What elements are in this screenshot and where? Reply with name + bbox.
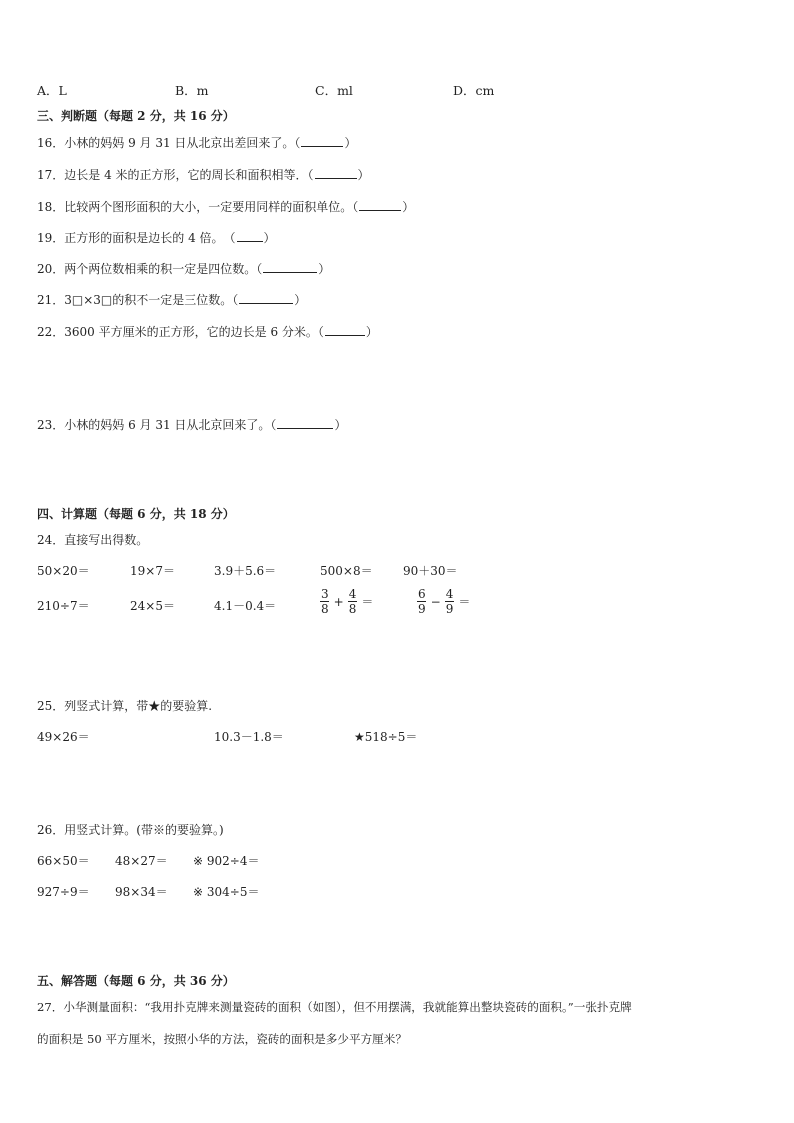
equals: ＝ xyxy=(361,595,374,609)
calc-item: 19×7＝ xyxy=(130,564,175,578)
question-26-title: 26．用竖式计算。(带※的要验算。) xyxy=(37,823,224,837)
question-20 xyxy=(37,261,330,277)
option-b: B．m xyxy=(175,83,209,98)
question-text: 17．边长是 4 米的正方形，它的周长和面积相等．（ xyxy=(37,168,314,182)
numerator: 3 xyxy=(321,587,329,601)
question-text: 22．3600 平方厘米的正方形，它的边长是 6 分米。（ xyxy=(37,325,324,339)
calc-item: 210÷7＝ xyxy=(37,599,90,613)
option-d: D．cm xyxy=(453,83,495,98)
calc-item: 3.9＋5.6＝ xyxy=(214,564,277,578)
calc-item: 50×20＝ xyxy=(37,564,90,578)
calc-item: 24×5＝ xyxy=(130,599,175,613)
close-paren: ） xyxy=(334,418,347,432)
question-text: 20．两个两位数相乘的积一定是四位数。（ xyxy=(37,262,263,276)
answer-blank[interactable] xyxy=(315,167,357,179)
question-21 xyxy=(37,292,306,308)
answer-blank[interactable] xyxy=(263,261,317,273)
fraction xyxy=(445,587,455,616)
close-paren: ） xyxy=(318,262,331,276)
option-c: C．ml xyxy=(315,83,353,98)
calc-item: 66×50＝ xyxy=(37,854,90,868)
fraction-expression xyxy=(319,587,376,616)
close-paren: ） xyxy=(263,231,276,245)
question-18 xyxy=(37,199,414,215)
close-paren: ） xyxy=(344,136,357,150)
question-text: 19．正方形的面积是边长的 4 倍。 （ xyxy=(37,231,236,245)
close-paren: ） xyxy=(294,293,307,307)
calc-item: 4.1－0.4＝ xyxy=(214,599,277,613)
option-a: A．L xyxy=(37,83,67,98)
calc-item: 500×8＝ xyxy=(320,564,373,578)
calc-item: 48×27＝ xyxy=(115,854,168,868)
equals: ＝ xyxy=(458,595,471,609)
question-27-line-1: 27．小华测量面积：“我用扑克牌来测量瓷砖的面积（如图），但不用摆满，我就能算出整块瓷砖的面积。”一张扑克牌 xyxy=(37,1000,632,1014)
section-4-title: 四、计算题（每题 6 分，共 18 分） xyxy=(37,507,235,521)
operator: + xyxy=(333,594,344,609)
denominator: 9 xyxy=(445,602,454,616)
calc-item: 10.3－1.8＝ xyxy=(214,730,284,744)
fraction xyxy=(320,587,330,616)
question-text: 23．小林的妈妈 6 月 31 日从北京回来了。（ xyxy=(37,418,277,432)
numerator: 6 xyxy=(418,587,426,601)
calc-item: 90＋30＝ xyxy=(403,564,458,578)
question-22 xyxy=(37,324,378,340)
answer-blank[interactable] xyxy=(359,199,401,211)
answer-blank[interactable] xyxy=(277,417,333,429)
close-paren: ） xyxy=(365,325,378,339)
denominator: 8 xyxy=(348,602,357,616)
answer-blank[interactable] xyxy=(325,324,365,336)
question-17 xyxy=(37,167,370,183)
fraction-expression xyxy=(416,587,473,616)
calc-item: 927÷9＝ xyxy=(37,885,90,899)
calc-item: 49×26＝ xyxy=(37,730,90,744)
question-23 xyxy=(37,417,346,433)
fraction xyxy=(417,587,427,616)
calc-item: ※ 902÷4＝ xyxy=(193,854,260,868)
question-text: 18．比较两个图形面积的大小，一定要用同样的面积单位。（ xyxy=(37,200,359,214)
section-3-title: 三、判断题（每题 2 分，共 16 分） xyxy=(37,109,235,123)
question-text: 16．小林的妈妈 9 月 31 日从北京出差回来了。（ xyxy=(37,136,301,150)
denominator: 9 xyxy=(418,602,426,616)
numerator: 4 xyxy=(348,587,357,601)
answer-blank[interactable] xyxy=(239,292,293,304)
question-19 xyxy=(37,230,276,246)
calc-item: ※ 304÷5＝ xyxy=(193,885,260,899)
calc-item: 98×34＝ xyxy=(115,885,168,899)
question-24-title: 24．直接写出得数。 xyxy=(37,533,149,547)
answer-blank[interactable] xyxy=(301,135,343,147)
operator: − xyxy=(430,594,441,609)
numerator: 4 xyxy=(445,587,454,601)
close-paren: ） xyxy=(402,200,415,214)
question-25-title: 25．列竖式计算，带★的要验算. xyxy=(37,699,213,713)
question-16 xyxy=(37,135,356,151)
answer-blank[interactable] xyxy=(237,230,263,242)
section-5-title: 五、解答题（每题 6 分，共 36 分） xyxy=(37,974,235,988)
question-27-line-2: 的面积是 50 平方厘米，按照小华的方法，瓷砖的面积是多少平方厘米？ xyxy=(37,1032,407,1046)
denominator: 8 xyxy=(321,602,329,616)
fraction xyxy=(348,587,358,616)
close-paren: ） xyxy=(357,168,370,182)
question-text: 21．3□×3□的积不一定是三位数。（ xyxy=(37,293,239,307)
calc-item: ★518÷5＝ xyxy=(354,730,418,744)
